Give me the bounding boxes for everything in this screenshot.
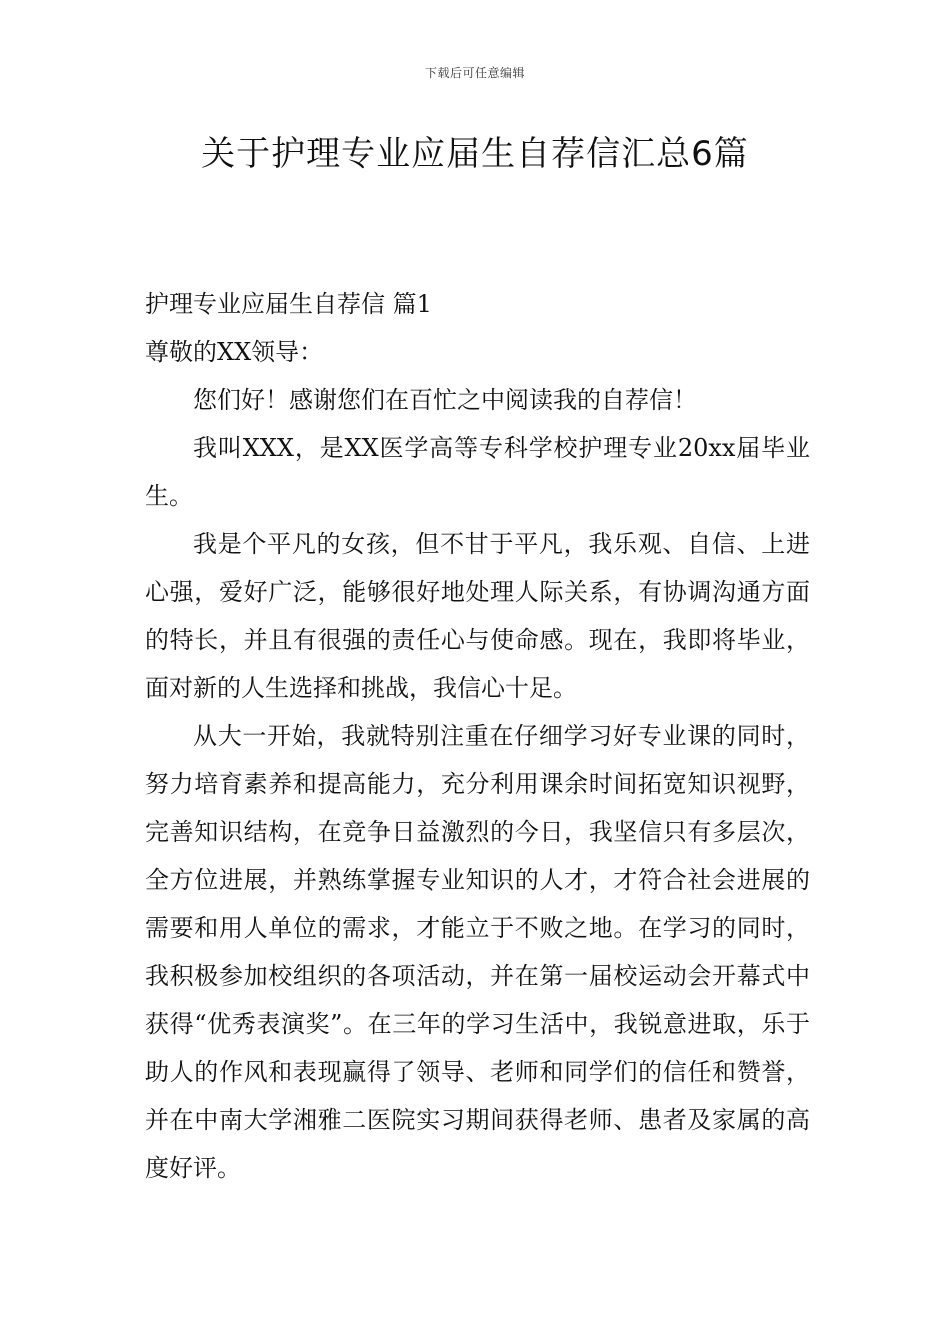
paragraph-personality: 我是个平凡的女孩，但不甘于平凡，我乐观、自信、上进心强，爱好广泛，能够很好地处理人际关系，有协调沟通方面的特长，并且有很强的责任心与使命感。现在，我即将毕业，面对新的人生选择和挑战，我信心十足。	[145, 530, 810, 702]
header-note: 下载后可任意编辑	[424, 66, 525, 80]
section-heading: 护理专业应届生自荐信 篇1	[145, 290, 432, 318]
salutation: 尊敬的XX领导：	[145, 338, 324, 366]
paragraph-introduction: 我叫XXX，是XX医学高等专科学校护理专业20xx届毕业生。	[145, 434, 810, 510]
letter-body	[145, 280, 810, 1192]
paragraph-study-experience: 从大一开始，我就特别注重在仔细学习好专业课的同时，努力培育素养和提高能力，充分利用课余时间拓宽知识视野，完善知识结构，在竞争日益激烈的今日，我坚信只有多层次，全方位进展，并熟练掌握专业知识的人才，才符合社会进展的需要和用人单位的需求，才能立于不败之地。在学习的同时，我积极参加校组织的各项活动，并在第一届校运动会开幕式中获得“优秀表演奖”。在三年的学习生活中，我锐意进取，乐于助人的作风和表现赢得了领导、老师和同学们的信任和赞誉，并在中南大学湘雅二医院实习期间获得老师、患者及家属的高度好评。	[145, 722, 810, 1182]
document-title: 关于护理专业应届生自荐信汇总6篇	[201, 134, 749, 174]
paragraph-greeting: 您们好！感谢您们在百忙之中阅读我的自荐信！	[193, 386, 697, 414]
